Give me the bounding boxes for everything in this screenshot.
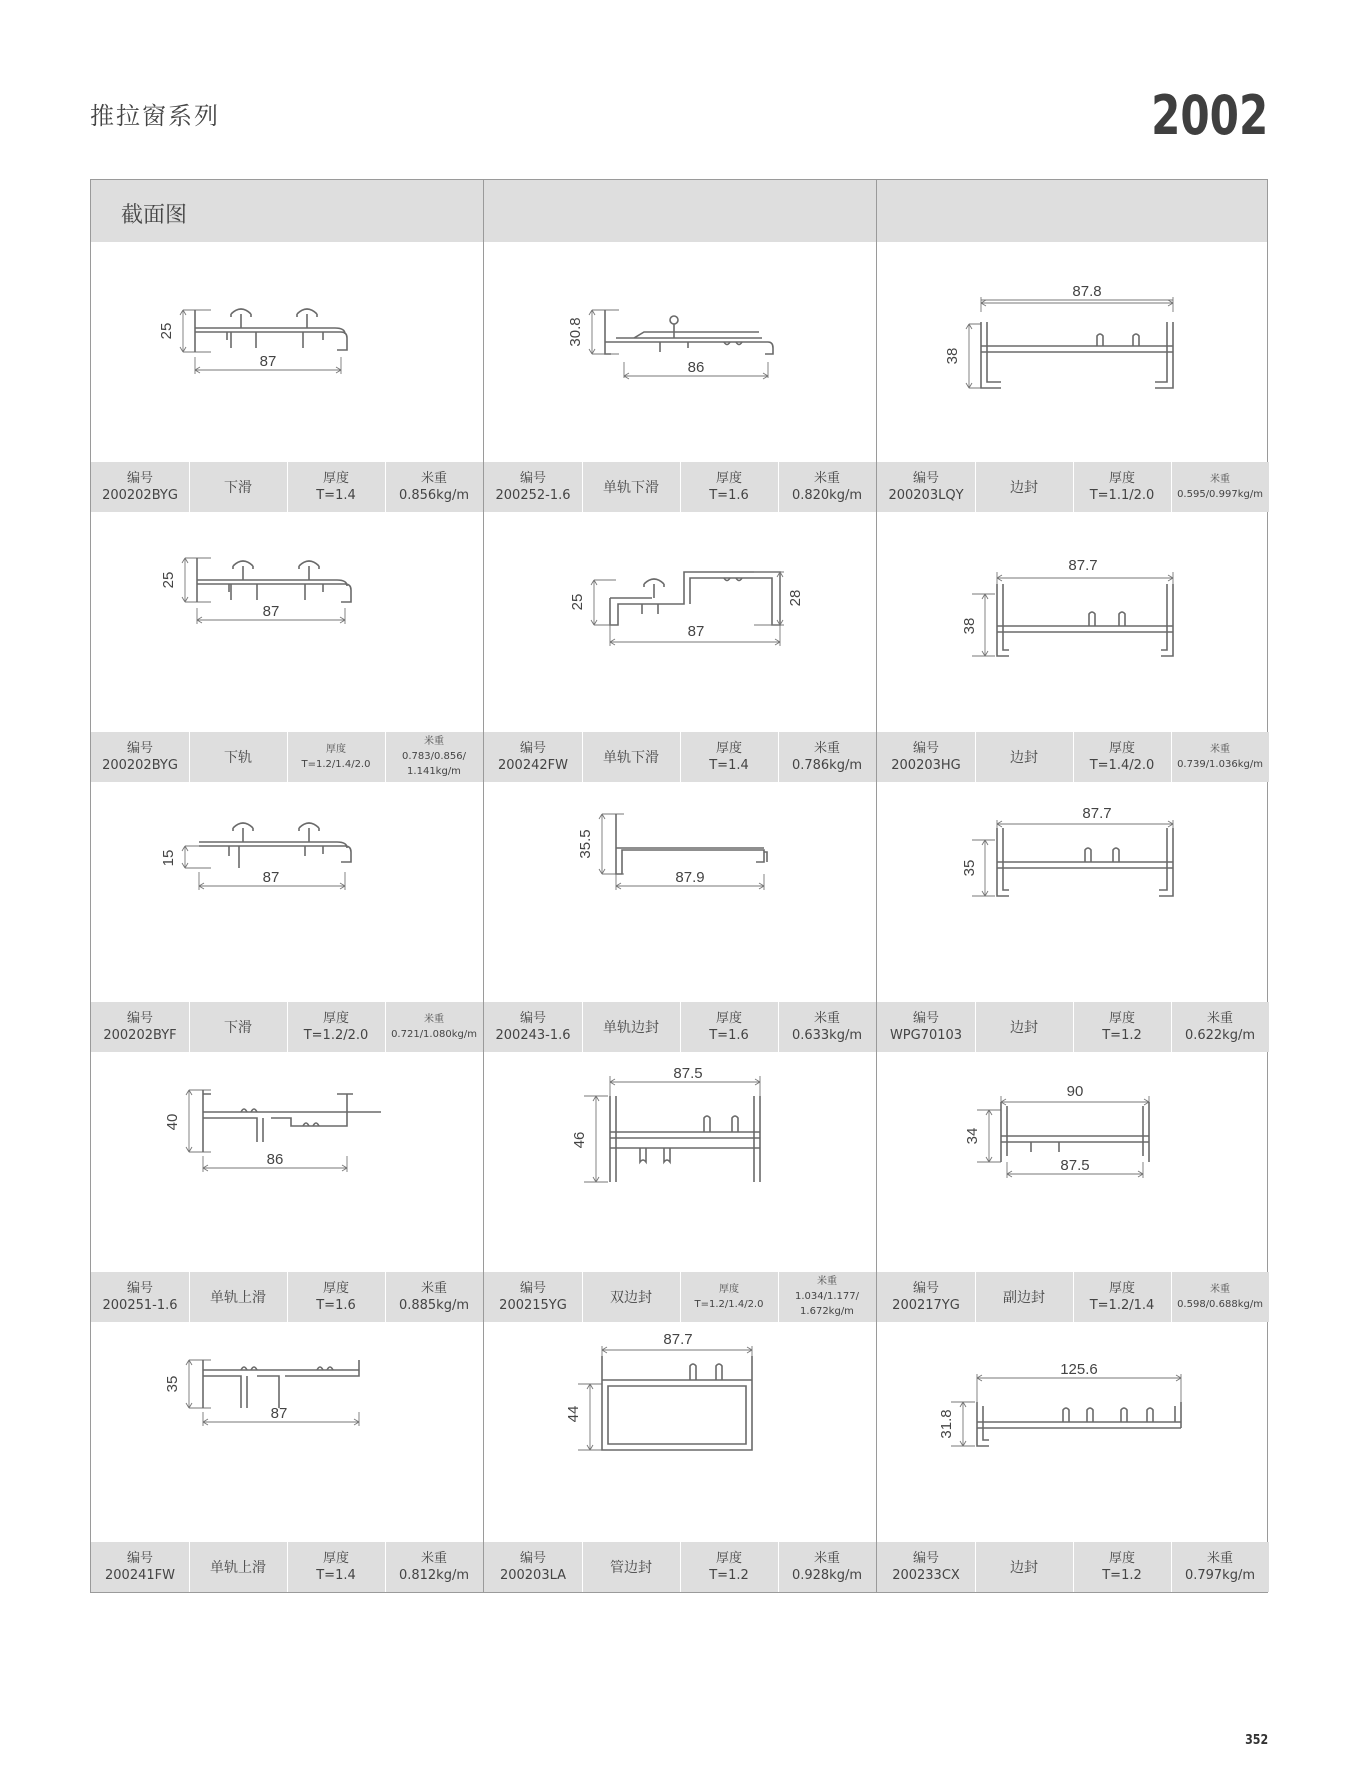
weight-label: 米重 [813, 1551, 840, 1566]
name-column [189, 732, 287, 782]
dimension-label: 87.5 [1060, 1157, 1090, 1174]
profile-cell [484, 1052, 876, 1322]
weight-value: 0.856kg/m [398, 488, 470, 503]
profile-name: 单轨上滑 [210, 1290, 266, 1306]
thickness-label: 厚度 [322, 471, 349, 486]
weight-label: 米重 [1210, 473, 1230, 485]
weight-column [778, 1542, 876, 1592]
thickness-value: T=1.2/1.4/2.0 [301, 758, 371, 770]
info-bar [91, 462, 483, 512]
code-label: 编号 [126, 1551, 153, 1566]
weight-value: 0.812kg/m [398, 1568, 470, 1583]
thickness-value: T=1.2 [709, 1568, 749, 1583]
dimension-label: 87.8 [1072, 283, 1102, 300]
thickness-value: T=1.2/1.4/2.0 [694, 1298, 764, 1310]
weight-label: 米重 [420, 1551, 447, 1566]
code-column [484, 1542, 582, 1592]
thickness-value: T=1.6 [709, 1028, 749, 1043]
weight-value: 0.633kg/m [791, 1028, 863, 1043]
code-value: 200233CX [892, 1568, 960, 1583]
thickness-label: 厚度 [715, 1011, 742, 1026]
weight-value: 1.141kg/m [407, 766, 461, 777]
profile-cell [484, 1322, 876, 1592]
profile-name: 双边封 [610, 1290, 652, 1306]
info-bar [91, 1542, 483, 1592]
code-column [877, 1272, 975, 1322]
profile-cell [91, 512, 483, 782]
code-label: 编号 [519, 741, 546, 756]
thickness-column [287, 732, 385, 782]
profile-name: 下滑 [224, 1020, 252, 1036]
dimension-label: 46 [571, 1131, 588, 1149]
thickness-value: T=1.1/2.0 [1089, 488, 1155, 503]
weight-value: 0.820kg/m [791, 488, 863, 503]
info-bar [484, 462, 876, 512]
thickness-value: T=1.2/2.0 [303, 1028, 369, 1043]
dimension-label: 44 [565, 1405, 582, 1423]
profile-cell [484, 782, 876, 1052]
name-column [189, 462, 287, 512]
code-column [877, 1002, 975, 1052]
code-label: 编号 [912, 1551, 939, 1566]
weight-label: 米重 [420, 1281, 447, 1296]
profile-cell [91, 782, 483, 1052]
thickness-column [1073, 462, 1171, 512]
dimension-label: 25 [158, 322, 175, 340]
weight-value: 0.797kg/m [1184, 1568, 1256, 1583]
thickness-label: 厚度 [715, 1551, 742, 1566]
cross-section-drawing [484, 782, 876, 1002]
dimension-label: 31.8 [938, 1409, 955, 1439]
thickness-label: 厚度 [1108, 1551, 1135, 1566]
dimension-label: 38 [944, 347, 961, 365]
thickness-label: 厚度 [1108, 741, 1135, 756]
cross-section-drawing [91, 512, 483, 732]
code-label: 编号 [912, 471, 939, 486]
weight-label: 米重 [1210, 743, 1230, 755]
dimension-label: 35 [961, 859, 978, 877]
weight-value: 0.622kg/m [1184, 1028, 1256, 1043]
cross-section-drawing [91, 242, 483, 462]
thickness-label: 厚度 [715, 741, 742, 756]
info-bar [877, 1002, 1269, 1052]
info-bar [877, 462, 1269, 512]
thickness-value: T=1.2 [1102, 1568, 1142, 1583]
code-value: 200215YG [499, 1298, 567, 1313]
code-column [91, 1272, 189, 1322]
code-label: 编号 [912, 1011, 939, 1026]
dimension-label: 87 [262, 603, 280, 620]
code-value: 200241FW [105, 1568, 175, 1583]
dimension-label: 34 [964, 1127, 981, 1145]
code-value: 200202BYG [102, 488, 178, 503]
weight-column [778, 1002, 876, 1052]
code-column [91, 732, 189, 782]
thickness-column [1073, 1272, 1171, 1322]
weight-column [385, 732, 483, 782]
dimension-label: 90 [1066, 1083, 1084, 1100]
profile-name: 边封 [1010, 750, 1038, 766]
profile-cell [877, 512, 1269, 782]
info-bar [877, 732, 1269, 782]
dimension-label: 30.8 [567, 317, 584, 347]
code-label: 编号 [912, 741, 939, 756]
info-bar [91, 732, 483, 782]
weight-label: 米重 [813, 741, 840, 756]
thickness-value: T=1.6 [709, 488, 749, 503]
thickness-label: 厚度 [719, 1283, 739, 1295]
page-number: 352 [1244, 1733, 1268, 1748]
thickness-label: 厚度 [715, 471, 742, 486]
code-value: 200202BYG [102, 758, 178, 773]
code-column [91, 1002, 189, 1052]
dimension-label: 87 [259, 353, 277, 370]
thickness-value: T=1.4/2.0 [1089, 758, 1155, 773]
weight-column [1171, 1542, 1269, 1592]
table-header-title: 截面图 [121, 203, 188, 228]
thickness-label: 厚度 [326, 743, 346, 755]
profile-cell [91, 1322, 483, 1592]
dimension-label: 125.6 [1060, 1361, 1098, 1378]
code-value: WPG70103 [889, 1028, 963, 1043]
name-column [975, 1002, 1073, 1052]
profile-cell [877, 1322, 1269, 1592]
profile-name: 副边封 [1003, 1290, 1045, 1306]
profile-cell [91, 1052, 483, 1322]
dimension-label: 87.7 [1082, 805, 1112, 822]
profile-cell [877, 1052, 1269, 1322]
thickness-value: T=1.4 [709, 758, 749, 773]
thickness-label: 厚度 [1108, 1011, 1135, 1026]
weight-column [778, 732, 876, 782]
dimension-label: 15 [160, 849, 177, 867]
weight-label: 米重 [420, 471, 447, 486]
thickness-label: 厚度 [1108, 471, 1135, 486]
name-column [582, 732, 680, 782]
code-column [484, 462, 582, 512]
thickness-column [680, 462, 778, 512]
code-label: 编号 [126, 1011, 153, 1026]
dimension-label: 87.7 [1068, 557, 1098, 574]
name-column [975, 1542, 1073, 1592]
cross-section-drawing [484, 512, 876, 732]
thickness-label: 厚度 [322, 1011, 349, 1026]
code-column [91, 1542, 189, 1592]
code-value: 200252-1.6 [495, 488, 571, 503]
weight-value: 1.034/1.177/ [795, 1291, 859, 1302]
weight-column [1171, 732, 1269, 782]
thickness-column [1073, 1542, 1171, 1592]
thickness-column [1073, 1002, 1171, 1052]
profile-name: 下轨 [224, 750, 252, 766]
weight-value: 0.739/1.036kg/m [1177, 758, 1263, 770]
weight-column [385, 462, 483, 512]
dimension-label: 35.5 [577, 829, 594, 859]
series-number: 2002 [1150, 84, 1268, 147]
weight-label: 米重 [1206, 1011, 1233, 1026]
weight-column [778, 462, 876, 512]
code-value: 200242FW [498, 758, 568, 773]
thickness-column [680, 1272, 778, 1322]
info-bar [484, 1542, 876, 1592]
cross-section-drawing [91, 782, 483, 1002]
weight-label: 米重 [1210, 1283, 1230, 1295]
weight-value: 0.783/0.856/ [402, 751, 466, 762]
thickness-column [287, 1002, 385, 1052]
weight-value: 0.786kg/m [791, 758, 863, 773]
profile-name: 下滑 [224, 480, 252, 496]
code-value: 200202BYF [103, 1028, 177, 1043]
code-value: 200203HG [891, 758, 961, 773]
profile-name: 单轨下滑 [603, 750, 659, 766]
code-label: 编号 [519, 1011, 546, 1026]
profile-cell [877, 242, 1269, 512]
name-column [975, 1272, 1073, 1322]
dimension-label: 40 [164, 1113, 181, 1131]
profile-cell [91, 242, 483, 512]
code-column [877, 1542, 975, 1592]
profile-cell [484, 242, 876, 512]
dimension-label: 86 [266, 1151, 284, 1168]
thickness-value: T=1.6 [316, 1298, 356, 1313]
weight-label: 米重 [817, 1276, 837, 1287]
profile-cell [877, 782, 1269, 1052]
thickness-value: T=1.2/1.4 [1089, 1298, 1155, 1313]
dimension-label: 87 [687, 623, 705, 640]
cross-section-drawing [877, 242, 1269, 462]
weight-label: 米重 [424, 736, 444, 747]
code-label: 编号 [519, 471, 546, 486]
cross-section-drawing [877, 782, 1269, 1002]
thickness-column [287, 462, 385, 512]
weight-column [1171, 462, 1269, 512]
code-label: 编号 [519, 1281, 546, 1296]
dimension-label: 38 [961, 617, 978, 635]
code-label: 编号 [126, 471, 153, 486]
dimension-label: 86 [687, 359, 705, 376]
thickness-column [680, 732, 778, 782]
name-column [582, 1542, 680, 1592]
cross-section-drawing [484, 242, 876, 462]
weight-column [385, 1272, 483, 1322]
thickness-value: T=1.2 [1102, 1028, 1142, 1043]
code-column [484, 1272, 582, 1322]
dimension-label: 87 [262, 869, 280, 886]
profile-name: 单轨下滑 [603, 480, 659, 496]
weight-label: 米重 [813, 1011, 840, 1026]
series-title: 推拉窗系列 [90, 102, 220, 130]
dimension-label: 87 [270, 1405, 288, 1422]
code-column [91, 462, 189, 512]
profile-cell [484, 512, 876, 782]
name-column [975, 732, 1073, 782]
weight-column [1171, 1272, 1269, 1322]
profile-table [90, 179, 1268, 1593]
dimension-label: 87.5 [673, 1065, 703, 1082]
code-value: 200217YG [892, 1298, 960, 1313]
code-label: 编号 [912, 1281, 939, 1296]
thickness-column [680, 1542, 778, 1592]
name-column [189, 1272, 287, 1322]
profile-name: 单轨上滑 [210, 1560, 266, 1576]
dimension-label: 35 [164, 1375, 181, 1393]
profile-name: 边封 [1010, 1560, 1038, 1576]
thickness-label: 厚度 [322, 1281, 349, 1296]
cross-section-drawing [877, 1052, 1269, 1272]
name-column [975, 462, 1073, 512]
cross-section-drawing [877, 512, 1269, 732]
code-label: 编号 [126, 741, 153, 756]
weight-column [385, 1542, 483, 1592]
info-bar [877, 1272, 1269, 1322]
weight-value: 0.721/1.080kg/m [391, 1028, 477, 1040]
code-value: 200203LA [499, 1568, 567, 1583]
thickness-column [287, 1272, 385, 1322]
thickness-value: T=1.4 [316, 488, 356, 503]
dimension-label: 28 [787, 589, 804, 607]
code-value: 200251-1.6 [102, 1298, 178, 1313]
profile-name: 单轨边封 [603, 1020, 659, 1036]
thickness-column [287, 1542, 385, 1592]
code-label: 编号 [126, 1281, 153, 1296]
dimension-label: 87.7 [663, 1331, 693, 1348]
weight-label: 米重 [424, 1013, 444, 1025]
info-bar [484, 1272, 876, 1322]
dimension-label: 25 [160, 571, 177, 589]
info-bar [877, 1542, 1269, 1592]
code-column [484, 732, 582, 782]
weight-value: 0.885kg/m [398, 1298, 470, 1313]
weight-value: 1.672kg/m [800, 1306, 854, 1317]
thickness-column [680, 1002, 778, 1052]
name-column [189, 1002, 287, 1052]
weight-label: 米重 [813, 471, 840, 486]
code-value: 200203LQY [888, 488, 964, 503]
name-column [582, 462, 680, 512]
dimension-label: 87.9 [675, 869, 705, 886]
cross-section-drawing [484, 1052, 876, 1272]
name-column [189, 1542, 287, 1592]
info-bar [484, 1002, 876, 1052]
cross-section-drawing [484, 1322, 876, 1542]
thickness-value: T=1.4 [316, 1568, 356, 1583]
info-bar [91, 1002, 483, 1052]
table-header-row [91, 180, 1267, 242]
info-bar [91, 1272, 483, 1322]
thickness-column [1073, 732, 1171, 782]
thickness-label: 厚度 [1108, 1281, 1135, 1296]
profile-name: 边封 [1010, 480, 1038, 496]
weight-column [778, 1272, 876, 1322]
cross-section-drawing [877, 1322, 1269, 1542]
weight-value: 0.598/0.688kg/m [1177, 1298, 1263, 1310]
info-bar [484, 732, 876, 782]
weight-column [1171, 1002, 1269, 1052]
code-column [877, 732, 975, 782]
dimension-label: 25 [569, 593, 586, 611]
weight-column [385, 1002, 483, 1052]
cross-section-drawing [91, 1052, 483, 1272]
weight-value: 0.928kg/m [791, 1568, 863, 1583]
weight-label: 米重 [1206, 1551, 1233, 1566]
profile-name: 管边封 [610, 1560, 652, 1576]
weight-value: 0.595/0.997kg/m [1177, 488, 1263, 500]
cross-section-drawing [91, 1322, 483, 1542]
code-value: 200243-1.6 [495, 1028, 571, 1043]
thickness-label: 厚度 [322, 1551, 349, 1566]
code-label: 编号 [519, 1551, 546, 1566]
name-column [582, 1272, 680, 1322]
name-column [582, 1002, 680, 1052]
code-column [484, 1002, 582, 1052]
code-column [877, 462, 975, 512]
profile-name: 边封 [1010, 1020, 1038, 1036]
